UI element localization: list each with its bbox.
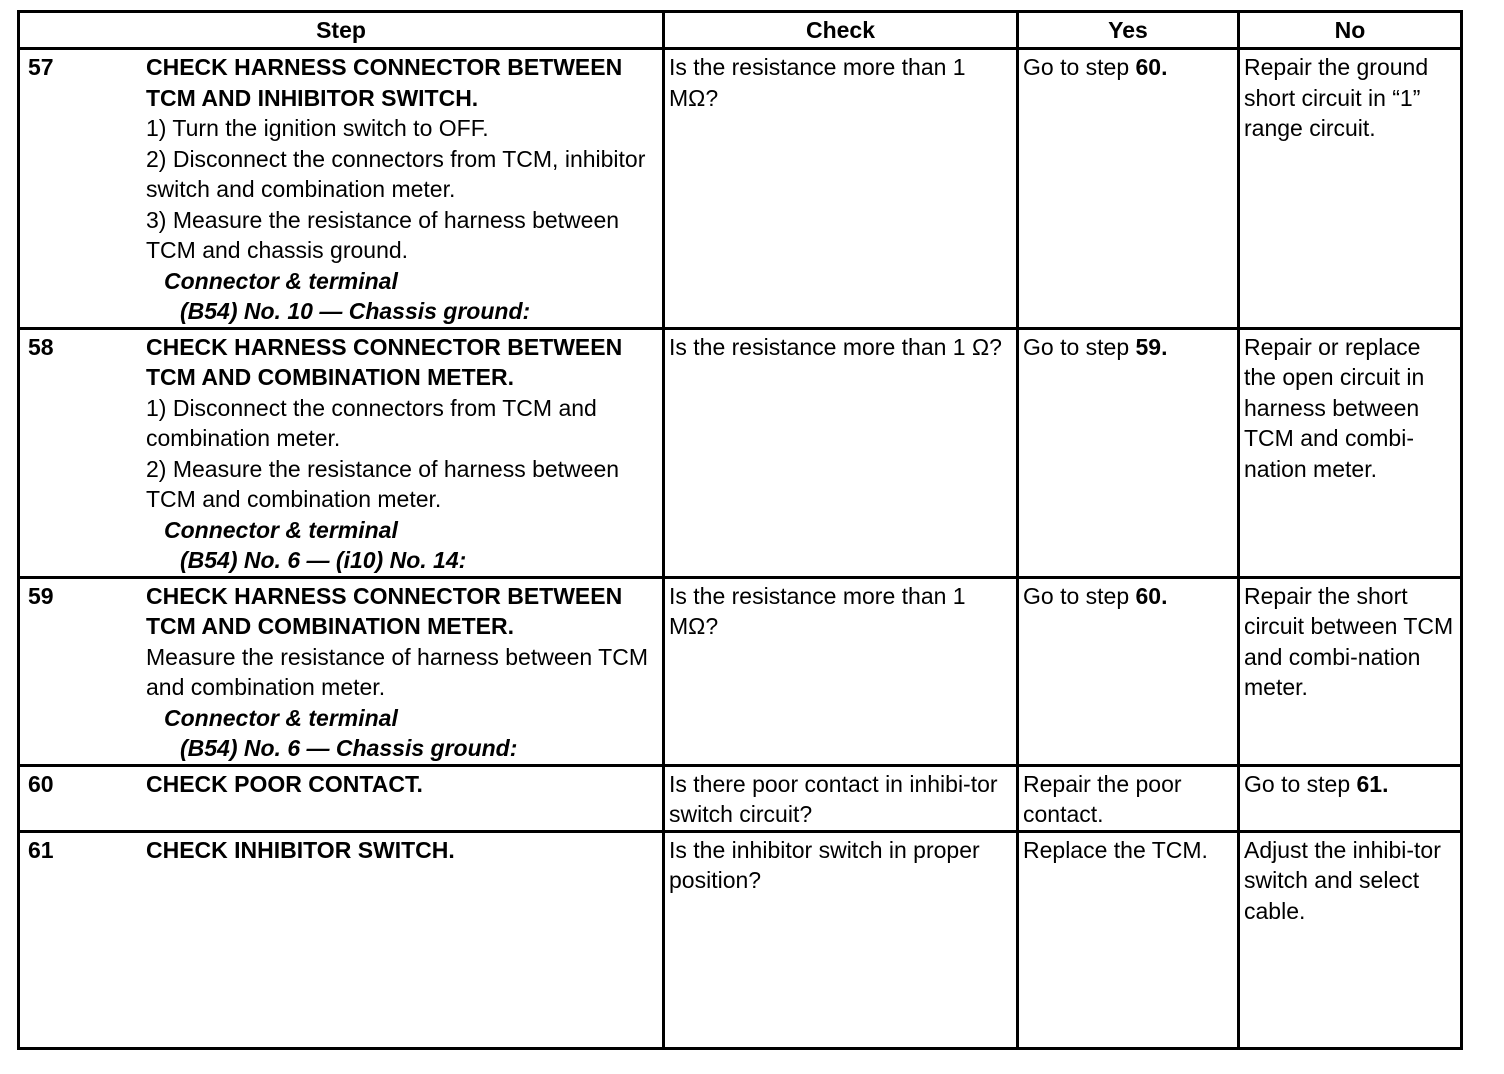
table-row-57 xyxy=(19,49,1462,329)
no-cell xyxy=(1239,328,1462,577)
step-cell xyxy=(19,49,664,329)
yes-cell xyxy=(1018,577,1239,765)
header-no: No xyxy=(1239,12,1462,49)
table-row-59 xyxy=(19,577,1462,765)
step-title: CHECK HARNESS CONNECTOR BETWEEN TCM AND COMBINATION METER. xyxy=(146,333,623,390)
no-text: Repair the ground short circuit in “1” range circuit. xyxy=(1244,54,1429,141)
step-title: CHECK HARNESS CONNECTOR BETWEEN TCM AND INHIBITOR SWITCH. xyxy=(146,54,623,111)
yes-cell xyxy=(1018,49,1239,329)
no-cell xyxy=(1239,49,1462,329)
check-text: Is there poor contact in inhibi-tor switch circuit? xyxy=(669,770,998,827)
yes-text: Go to step xyxy=(1023,333,1136,360)
connector-value: (B54) No. 6 — (i10) No. 14: xyxy=(180,547,467,573)
connector-label: Connector & terminal xyxy=(164,516,398,543)
no-text: Repair the short circuit between TCM and combi-nation meter. xyxy=(1244,582,1454,700)
step-body xyxy=(146,769,658,800)
step-cell xyxy=(19,831,664,1048)
no-cell xyxy=(1239,831,1462,1048)
step-instruction: 2) Measure the resistance of harness between TCM and combination meter. xyxy=(146,455,620,512)
yes-step-ref: 59. xyxy=(1135,333,1168,360)
step-cell xyxy=(19,328,664,577)
step-instruction: 2) Disconnect the connectors from TCM, inhibitor switch and combination meter. xyxy=(146,145,646,202)
yes-step-ref: 60. xyxy=(1135,54,1168,80)
check-text: Is the resistance more than 1 MΩ? xyxy=(669,582,966,639)
connector-value: (B54) No. 10 — Chassis ground: xyxy=(180,298,531,324)
yes-cell xyxy=(1018,765,1239,831)
diagnostic-table xyxy=(17,10,1463,1050)
check-text: Is the inhibitor switch in proper position? xyxy=(669,836,980,893)
step-instruction: 1) Turn the ignition switch to OFF. xyxy=(146,115,489,141)
check-cell xyxy=(664,49,1018,329)
connector-label: Connector & terminal xyxy=(164,704,398,731)
step-title: CHECK POOR CONTACT. xyxy=(146,770,423,797)
step-instruction: Measure the resistance of harness between TCM and combination meter. xyxy=(146,643,648,700)
no-text: Repair or replace the open circuit in harness between TCM and combi-nation meter. xyxy=(1244,333,1425,482)
yes-text: Replace the TCM. xyxy=(1023,836,1208,863)
step-body xyxy=(146,581,658,764)
step-body xyxy=(146,332,658,576)
step-instruction: 1) Disconnect the connectors from TCM and combination meter. xyxy=(146,394,597,451)
check-text: Is the resistance more than 1 MΩ? xyxy=(669,54,966,111)
check-cell xyxy=(664,328,1018,577)
connector-value: (B54) No. 6 — Chassis ground: xyxy=(180,735,518,761)
no-cell xyxy=(1239,577,1462,765)
step-number: 61 xyxy=(28,836,54,863)
step-number: 59 xyxy=(28,582,54,609)
yes-step-ref: 60. xyxy=(1135,582,1168,609)
table-row-60 xyxy=(19,765,1462,831)
step-instruction: 3) Measure the resistance of harness between TCM and chassis ground. xyxy=(146,206,620,263)
header-yes: Yes xyxy=(1018,12,1239,49)
header-step: Step xyxy=(19,12,664,49)
yes-text: Go to step xyxy=(1023,582,1136,609)
yes-text: Go to step xyxy=(1023,54,1136,80)
no-cell xyxy=(1239,765,1462,831)
table-row-58 xyxy=(19,328,1462,577)
step-number: 58 xyxy=(28,333,54,360)
step-title: CHECK HARNESS CONNECTOR BETWEEN TCM AND COMBINATION METER. xyxy=(146,582,623,639)
no-text: Adjust the inhibi-tor switch and select cable. xyxy=(1244,836,1441,924)
yes-cell xyxy=(1018,328,1239,577)
step-body xyxy=(146,52,658,327)
header-check: Check xyxy=(664,12,1018,49)
no-step-ref: 61. xyxy=(1356,770,1389,797)
check-cell xyxy=(664,765,1018,831)
step-title: CHECK INHIBITOR SWITCH. xyxy=(146,836,455,863)
step-cell xyxy=(19,577,664,765)
check-cell xyxy=(664,831,1018,1048)
yes-cell xyxy=(1018,831,1239,1048)
step-number: 60 xyxy=(28,770,54,797)
check-text: Is the resistance more than 1 Ω? xyxy=(669,333,1002,360)
table-row-61 xyxy=(19,831,1462,1048)
step-cell xyxy=(19,765,664,831)
check-cell xyxy=(664,577,1018,765)
yes-text: Repair the poor contact. xyxy=(1023,770,1182,827)
connector-label: Connector & terminal xyxy=(164,267,398,294)
step-number: 57 xyxy=(28,54,54,80)
step-body xyxy=(146,835,658,866)
header-row xyxy=(19,12,1462,49)
no-text: Go to step xyxy=(1244,770,1357,797)
